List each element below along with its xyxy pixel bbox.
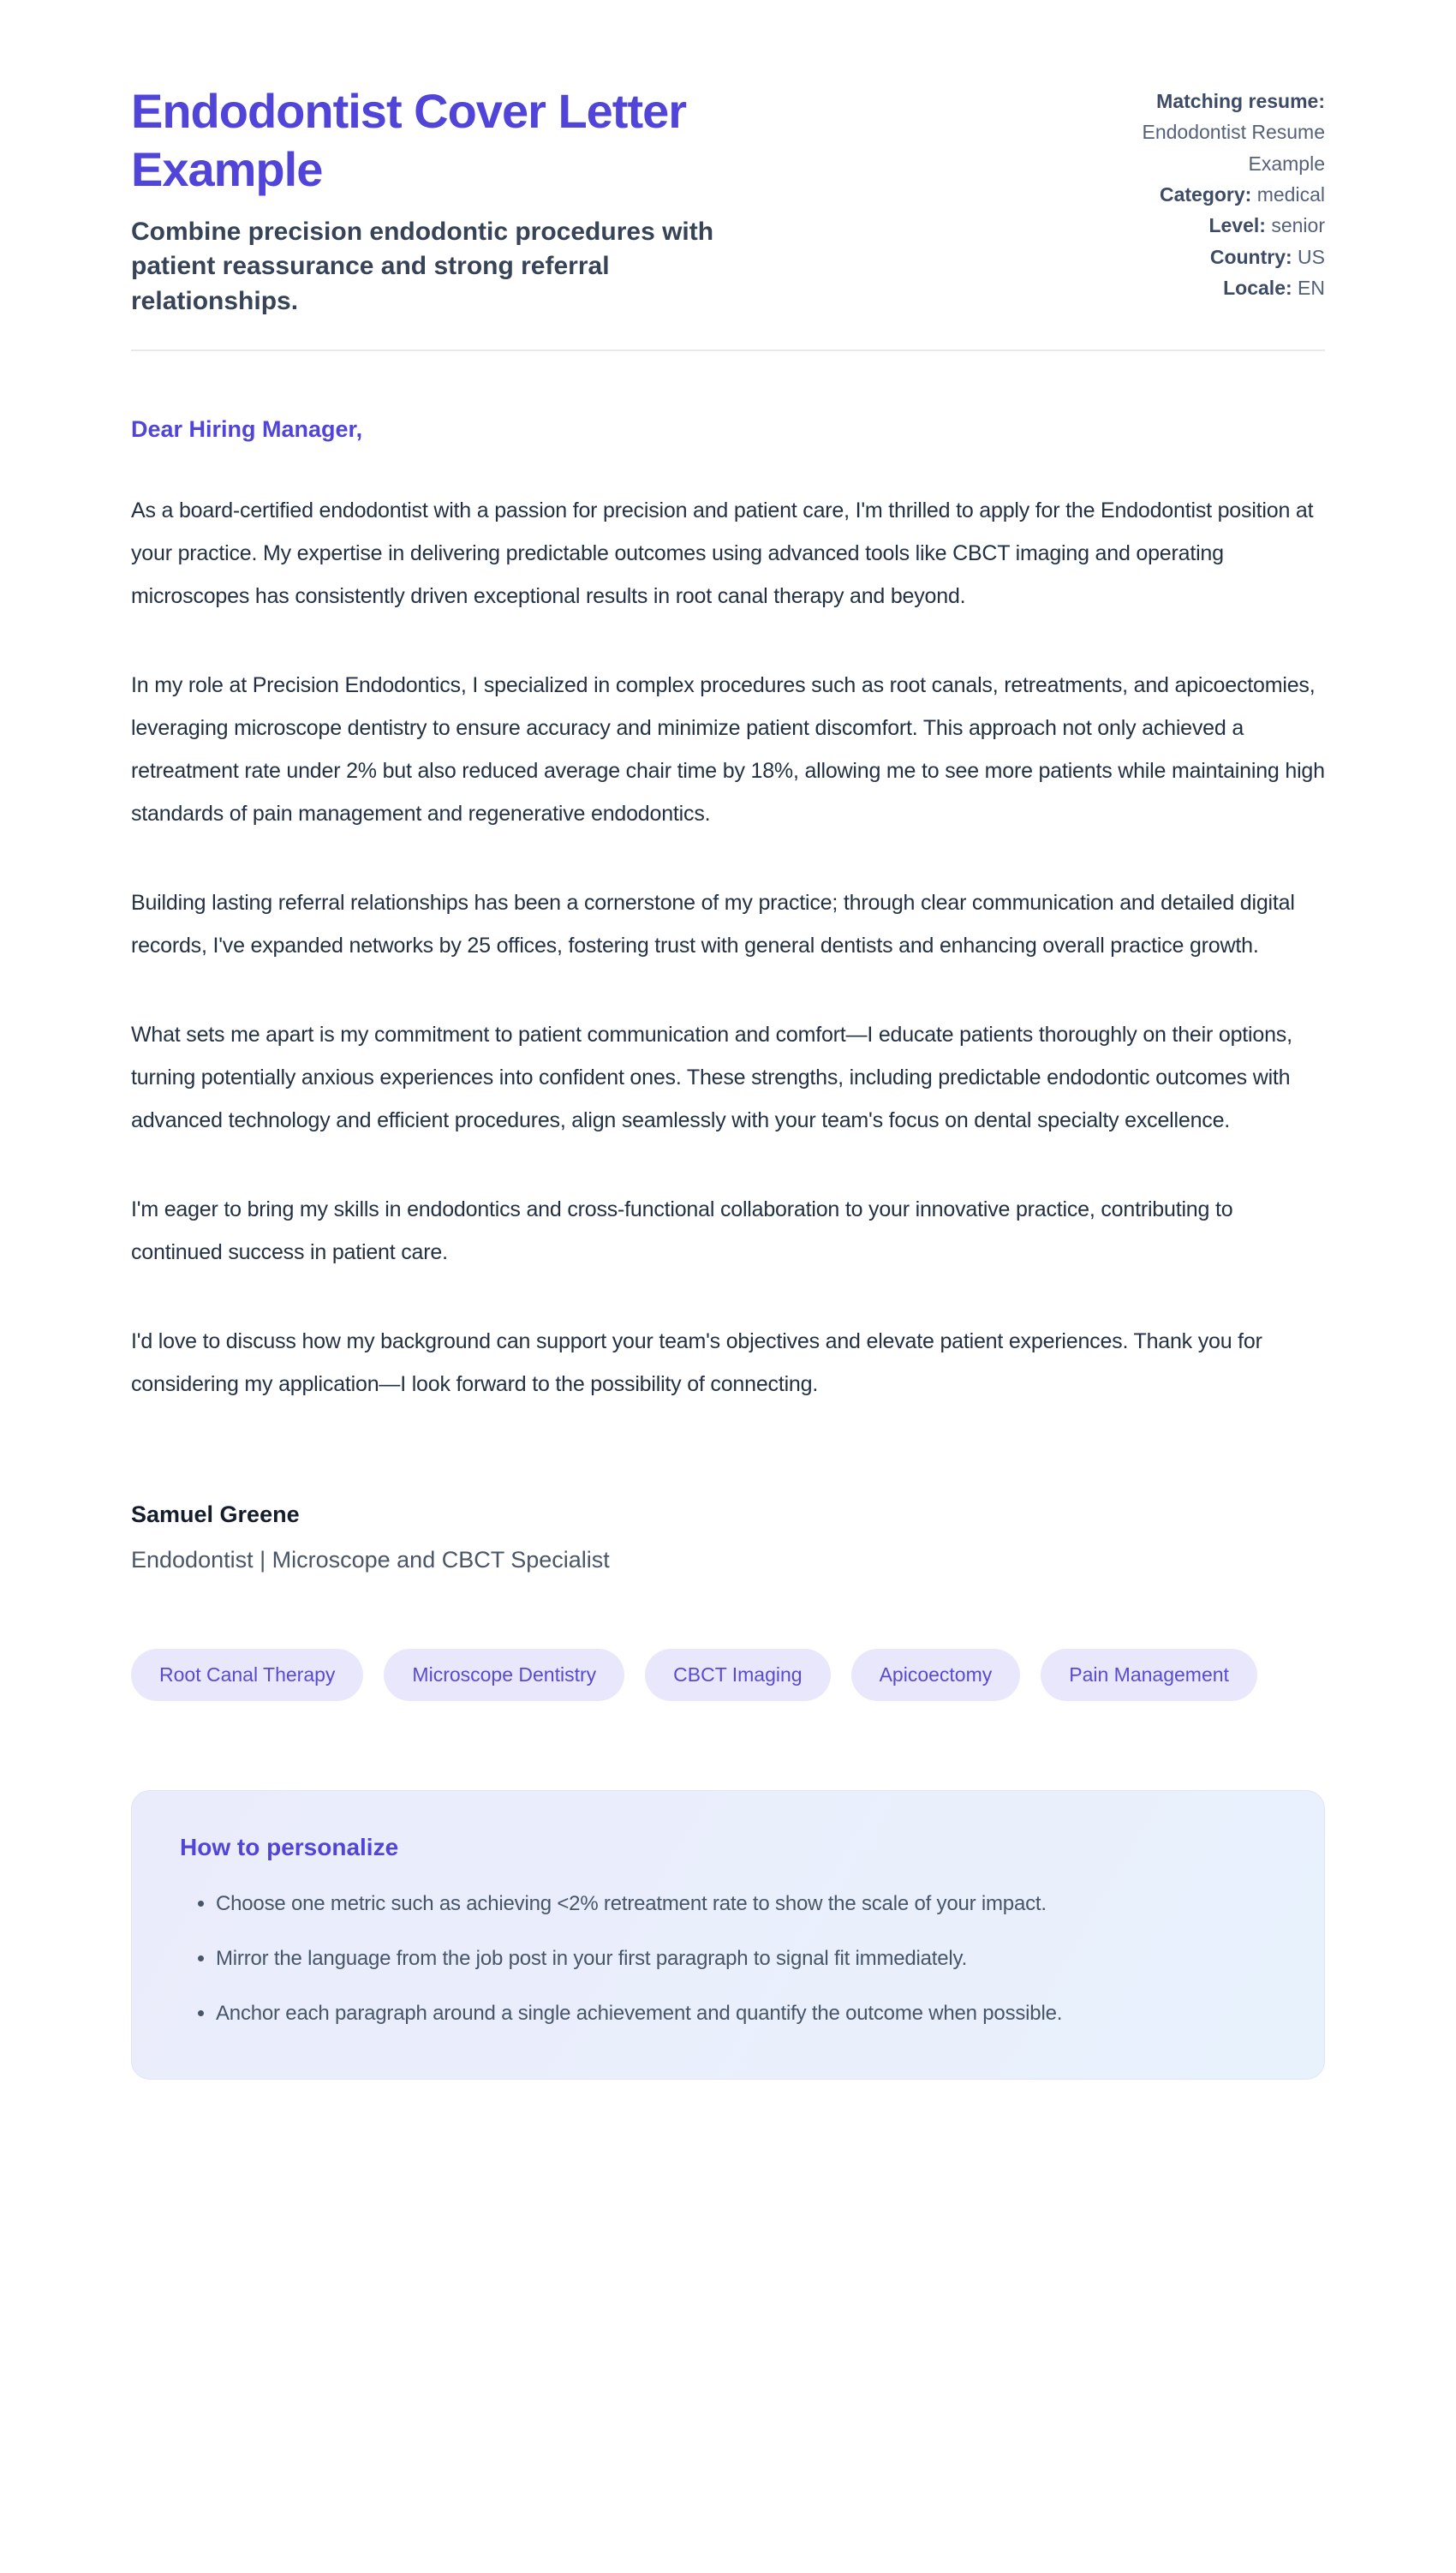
matching-resume-label: Matching resume: bbox=[1156, 90, 1325, 112]
page-header bbox=[131, 82, 1325, 351]
meta-row-level bbox=[1072, 210, 1325, 241]
meta-row-country bbox=[1072, 242, 1325, 272]
personalize-list bbox=[180, 1883, 1276, 2034]
skill-tag-apicoectomy[interactable]: Apicoectomy bbox=[851, 1649, 1021, 1701]
skill-tags-row bbox=[131, 1649, 1325, 1701]
personalize-tip-1: • Choose one metric such as achieving <2% retreatment rate to show the scale of your impact. bbox=[216, 1883, 1276, 1925]
page-title: Endodontist Cover Letter Example bbox=[131, 84, 687, 197]
title-block bbox=[131, 82, 1072, 319]
skill-tag-root-canal-therapy[interactable]: Root Canal Therapy bbox=[131, 1649, 363, 1701]
meta-panel bbox=[1072, 82, 1325, 303]
signature-name: Samuel Greene bbox=[131, 1501, 300, 1528]
skill-tag-pain-management[interactable]: Pain Management bbox=[1041, 1649, 1257, 1701]
skill-tag-cbct-imaging[interactable]: CBCT Imaging bbox=[645, 1649, 830, 1701]
category-label: Category: bbox=[1159, 182, 1252, 206]
personalize-card bbox=[131, 1790, 1325, 2080]
letter-paragraph-4: What sets me apart is my commitment to patient communication and comfort—I educate patients thoroughly on their options, turning potentially anxious experiences into confident ones. These strengths, including predictable endodontic outcomes with advanced technology and efficient procedures, align seamlessly with your team's focus on dental specialty excellence. bbox=[131, 1023, 1292, 1133]
category-value: medical bbox=[1256, 182, 1325, 206]
personalize-heading: How to personalize bbox=[180, 1834, 399, 1861]
letter-paragraph-3: Building lasting referral relationships has been a cornerstone of my practice; through clear communication and detailed digital records, I've expanded networks by 25 offices, fostering trust with general dentists and enhancing overall practice growth. bbox=[131, 891, 1295, 958]
matching-resume-row bbox=[1072, 86, 1325, 179]
salutation: Dear Hiring Manager, bbox=[131, 416, 363, 443]
level-label: Level: bbox=[1208, 214, 1266, 237]
page-subtitle: Combine precision endodontic procedures with patient reassurance and strong referral relationships. bbox=[131, 217, 714, 315]
locale-value: EN bbox=[1298, 276, 1325, 299]
meta-row-locale bbox=[1072, 272, 1325, 303]
letter-paragraph-6: I'd love to discuss how my background can support your team's objectives and elevate patient experiences. Thank you for considering my application—I look forward to the possibility of connecting. bbox=[131, 1329, 1262, 1397]
letter-paragraph-2: In my role at Precision Endodontics, I specialized in complex procedures such as root canals, retreatments, and apicoectomies, leveraging microscope dentistry to ensure accuracy and minimize patient discomfort. This approach not only achieved a retreatment rate under 2% but also reduced average chair time by 18%, allowing me to see more patients while maintaining high standards of pain management and regenerative endodontics. bbox=[131, 673, 1325, 827]
country-label: Country: bbox=[1209, 245, 1292, 268]
skill-tag-microscope-dentistry[interactable]: Microscope Dentistry bbox=[384, 1649, 624, 1701]
signature-title: Endodontist | Microscope and CBCT Specialist bbox=[131, 1547, 610, 1573]
letter-paragraph-5: I'm eager to bring my skills in endodontics and cross-functional collaboration to your innovative practice, contributing to continued success in patient care. bbox=[131, 1197, 1233, 1265]
meta-row-category bbox=[1072, 179, 1325, 210]
letter-paragraph-1: As a board-certified endodontist with a passion for precision and patient care, I'm thrilled to apply for the Endodontist position at your practice. My expertise in delivering predictable outcomes using advanced tools like CBCT imaging and operating microscopes has consistently driven exceptional results in root canal therapy and beyond. bbox=[131, 498, 1314, 609]
matching-resume-value: Endodontist Resume Example bbox=[1142, 121, 1325, 175]
letter-body bbox=[131, 416, 1325, 1573]
locale-label: Locale: bbox=[1223, 276, 1292, 299]
personalize-tip-2: • Mirror the language from the job post in your first paragraph to signal fit immediately. bbox=[216, 1938, 1276, 1979]
personalize-tip-3: • Anchor each paragraph around a single achievement and quantify the outcome when possible. bbox=[216, 1993, 1276, 2034]
country-value: US bbox=[1298, 245, 1325, 268]
level-value: senior bbox=[1271, 214, 1325, 237]
